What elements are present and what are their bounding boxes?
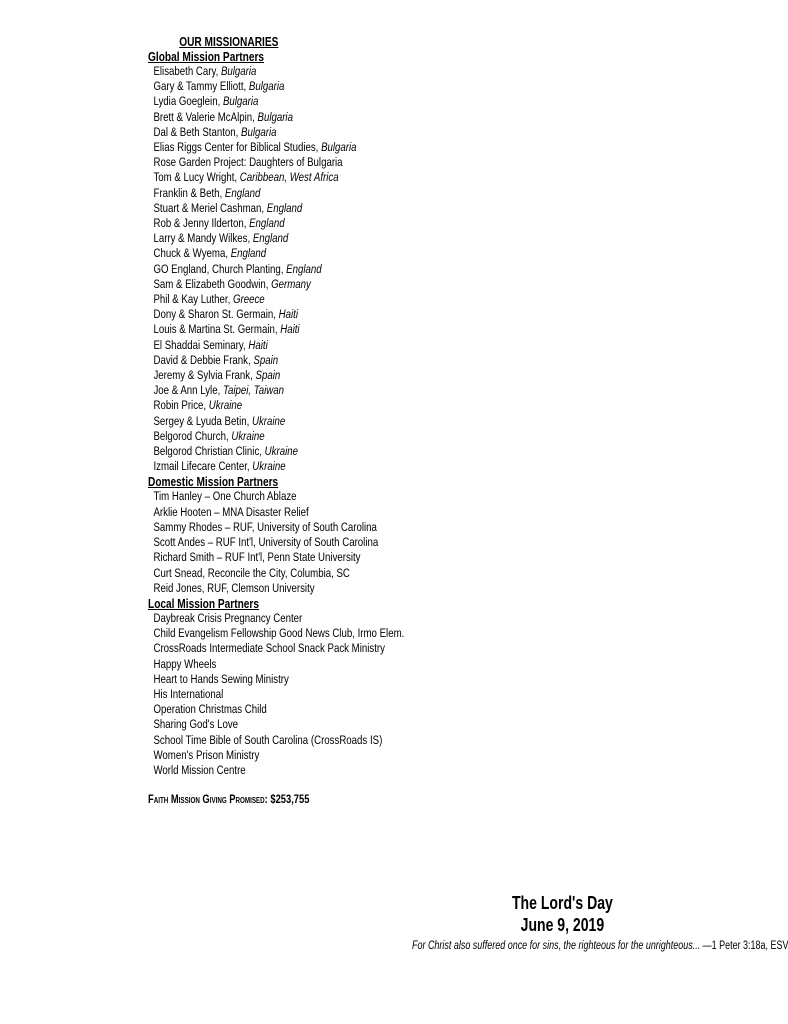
partner-location: England [286, 261, 322, 276]
partner-location: Haiti [248, 337, 268, 352]
scripture-verse [412, 940, 788, 952]
partner-name: Daybreak Crisis Pregnancy Center [153, 610, 303, 625]
partner-name: Robin Price, [153, 398, 209, 413]
partner-name: World Mission Centre [153, 762, 246, 777]
list-item [148, 687, 460, 702]
partner-name: Lydia Goeglein, [153, 94, 223, 109]
partner-name: Rob & Jenny Ilderton, [153, 216, 250, 231]
list-item [148, 216, 460, 231]
list-item [148, 717, 460, 732]
list-item [148, 322, 460, 337]
partner-location: Bulgaria [222, 94, 259, 109]
partner-name: Sergey & Lyuda Betin, [153, 413, 252, 428]
list-item [148, 125, 460, 140]
partner-location: Spain [255, 368, 281, 383]
partner-name: Curt Snead, Reconcile the City, Columbia, SC [153, 565, 350, 580]
partner-name: Franklin & Beth, [153, 185, 225, 200]
list-item [148, 110, 460, 125]
list-item [148, 702, 460, 717]
partner-name: His International [153, 686, 224, 701]
list-item [148, 262, 460, 277]
list-item [148, 307, 460, 322]
partner-location: Haiti [280, 322, 300, 337]
partner-location: Ukraine [264, 444, 298, 459]
list-item [148, 657, 460, 672]
section-title: Local Mission Partners [148, 595, 260, 611]
list-item [148, 94, 460, 109]
partner-name: Tom & Lucy Wright, [153, 170, 240, 185]
partner-name: Elias Riggs Center for Biblical Studies, [153, 140, 322, 155]
partner-location: Bulgaria [248, 79, 285, 94]
list-item [148, 140, 460, 155]
partner-name: Elisabeth Cary, [153, 64, 221, 78]
list-item [148, 292, 460, 307]
list-item [148, 763, 460, 778]
partner-name: Gary & Tammy Elliott, [153, 79, 249, 94]
list-item [148, 641, 460, 656]
list-item [148, 277, 460, 292]
partner-name: Reid Jones, RUF, Clemson University [153, 580, 315, 595]
partner-name: Phil & Kay Luther, [153, 292, 233, 307]
partner-name: Larry & Mandy Wilkes, [153, 231, 253, 246]
partner-name: Scott Andes – RUF Int'l, University of South Carolina [153, 535, 379, 550]
list-item [148, 748, 460, 763]
lords-day-title: The Lord's Day [511, 893, 613, 913]
partner-name: Louis & Martina St. Germain, [153, 322, 281, 337]
list-item [148, 186, 460, 201]
list-item [148, 155, 460, 170]
list-item [148, 368, 460, 383]
partner-name: Brett & Valerie McAlpin, [153, 109, 258, 124]
list-item [148, 550, 460, 565]
partner-location: England [230, 246, 267, 261]
partner-location: Haiti [278, 307, 298, 322]
list-item [148, 611, 460, 626]
partner-name: Happy Wheels [153, 656, 217, 671]
partner-location: England [224, 185, 261, 200]
list-item [148, 353, 460, 368]
partner-location: England [252, 231, 289, 246]
list-item [148, 64, 460, 79]
list-item [148, 581, 460, 596]
partner-name: Rose Garden Project: Daughters of Bulgaria [153, 155, 343, 170]
partner-name: Sharing God's Love [153, 717, 239, 732]
partner-name: Stuart & Meriel Cashman, [153, 200, 267, 215]
list-item [148, 201, 460, 216]
partner-name: Operation Christmas Child [153, 702, 267, 717]
section-title: Domestic Mission Partners [148, 474, 279, 490]
partner-name: Women's Prison Ministry [153, 747, 260, 762]
partner-name: El Shaddai Seminary, [153, 337, 249, 352]
list-item [148, 246, 460, 261]
partner-name: Tim Hanley – One Church Ablaze [153, 489, 297, 504]
service-date: June 9, 2019 [520, 915, 605, 935]
partner-name: CrossRoads Intermediate School Snack Pack Ministry [153, 641, 385, 656]
partner-location: Ukraine [231, 428, 265, 443]
list-item [148, 489, 460, 504]
list-item [148, 566, 460, 581]
missionaries-list [148, 34, 460, 806]
sections-container [148, 49, 460, 778]
list-item [148, 398, 460, 413]
verse-text: For Christ also suffered once for sins, the righteous for the unrighteous... [412, 940, 701, 952]
partner-location: Bulgaria [321, 140, 357, 155]
list-item [148, 444, 460, 459]
partner-name: Dony & Sharon St. Germain, [153, 307, 279, 322]
partner-name: Joe & Ann Lyle, [153, 383, 223, 398]
giving-total: Faith Mission Giving Promised: $253,755 [148, 792, 310, 807]
partner-name: Child Evangelism Fellowship Good News Club, Irmo Elem. [153, 626, 405, 641]
list-item [148, 429, 460, 444]
partner-location: Germany [271, 276, 311, 291]
partner-name: Jeremy & Sylvia Frank, [153, 368, 256, 383]
partner-name: Heart to Hands Sewing Ministry [153, 671, 289, 686]
partner-name: Dal & Beth Stanton, [153, 124, 242, 139]
partner-name: Izmail Lifecare Center, [153, 459, 253, 474]
partner-name: Arklie Hooten – MNA Disaster Relief [153, 504, 309, 519]
partner-location: Bulgaria [220, 64, 257, 78]
list-item [148, 383, 460, 398]
list-item [148, 414, 460, 429]
list-item [148, 338, 460, 353]
page-title: OUR MISSIONARIES [179, 34, 279, 49]
partner-location: England [266, 200, 303, 215]
partner-location: Ukraine [251, 413, 286, 428]
partner-name: Belgorod Church, [153, 428, 232, 443]
list-item [148, 79, 460, 94]
partner-name: GO England, Church Planting, [153, 261, 287, 276]
list-item [148, 520, 460, 535]
partner-location: Ukraine [208, 398, 243, 413]
partner-location: Ukraine [252, 459, 286, 474]
partner-location: Bulgaria [241, 124, 277, 139]
list-item [148, 505, 460, 520]
partner-name: Chuck & Wyema, [153, 246, 231, 261]
list-item [148, 231, 460, 246]
partner-location: Caribbean, West Africa [239, 170, 339, 185]
list-item [148, 535, 460, 550]
partner-name: David & Debbie Frank, [153, 352, 254, 367]
list-item [148, 626, 460, 641]
verse-reference: —1 Peter 3:18a, ESV [700, 940, 788, 952]
partner-location: Taipei, Taiwan [222, 383, 285, 398]
list-item [148, 672, 460, 687]
list-item [148, 459, 460, 474]
partner-location: Spain [253, 352, 279, 367]
partner-name: School Time Bible of South Carolina (CrossRoads IS) [153, 732, 383, 747]
partner-name: Sam & Elizabeth Goodwin, [153, 276, 272, 291]
partner-name: Sammy Rhodes – RUF, University of South Carolina [153, 519, 377, 534]
partner-name: Richard Smith – RUF Int'l, Penn State University [153, 550, 361, 565]
partner-location: Greece [232, 292, 265, 307]
list-item [148, 170, 460, 185]
partner-location: Bulgaria [257, 109, 293, 124]
partner-location: England [249, 216, 285, 231]
partner-name: Belgorod Christian Clinic, [153, 444, 265, 459]
section-title: Global Mission Partners [148, 49, 265, 64]
list-item [148, 733, 460, 748]
